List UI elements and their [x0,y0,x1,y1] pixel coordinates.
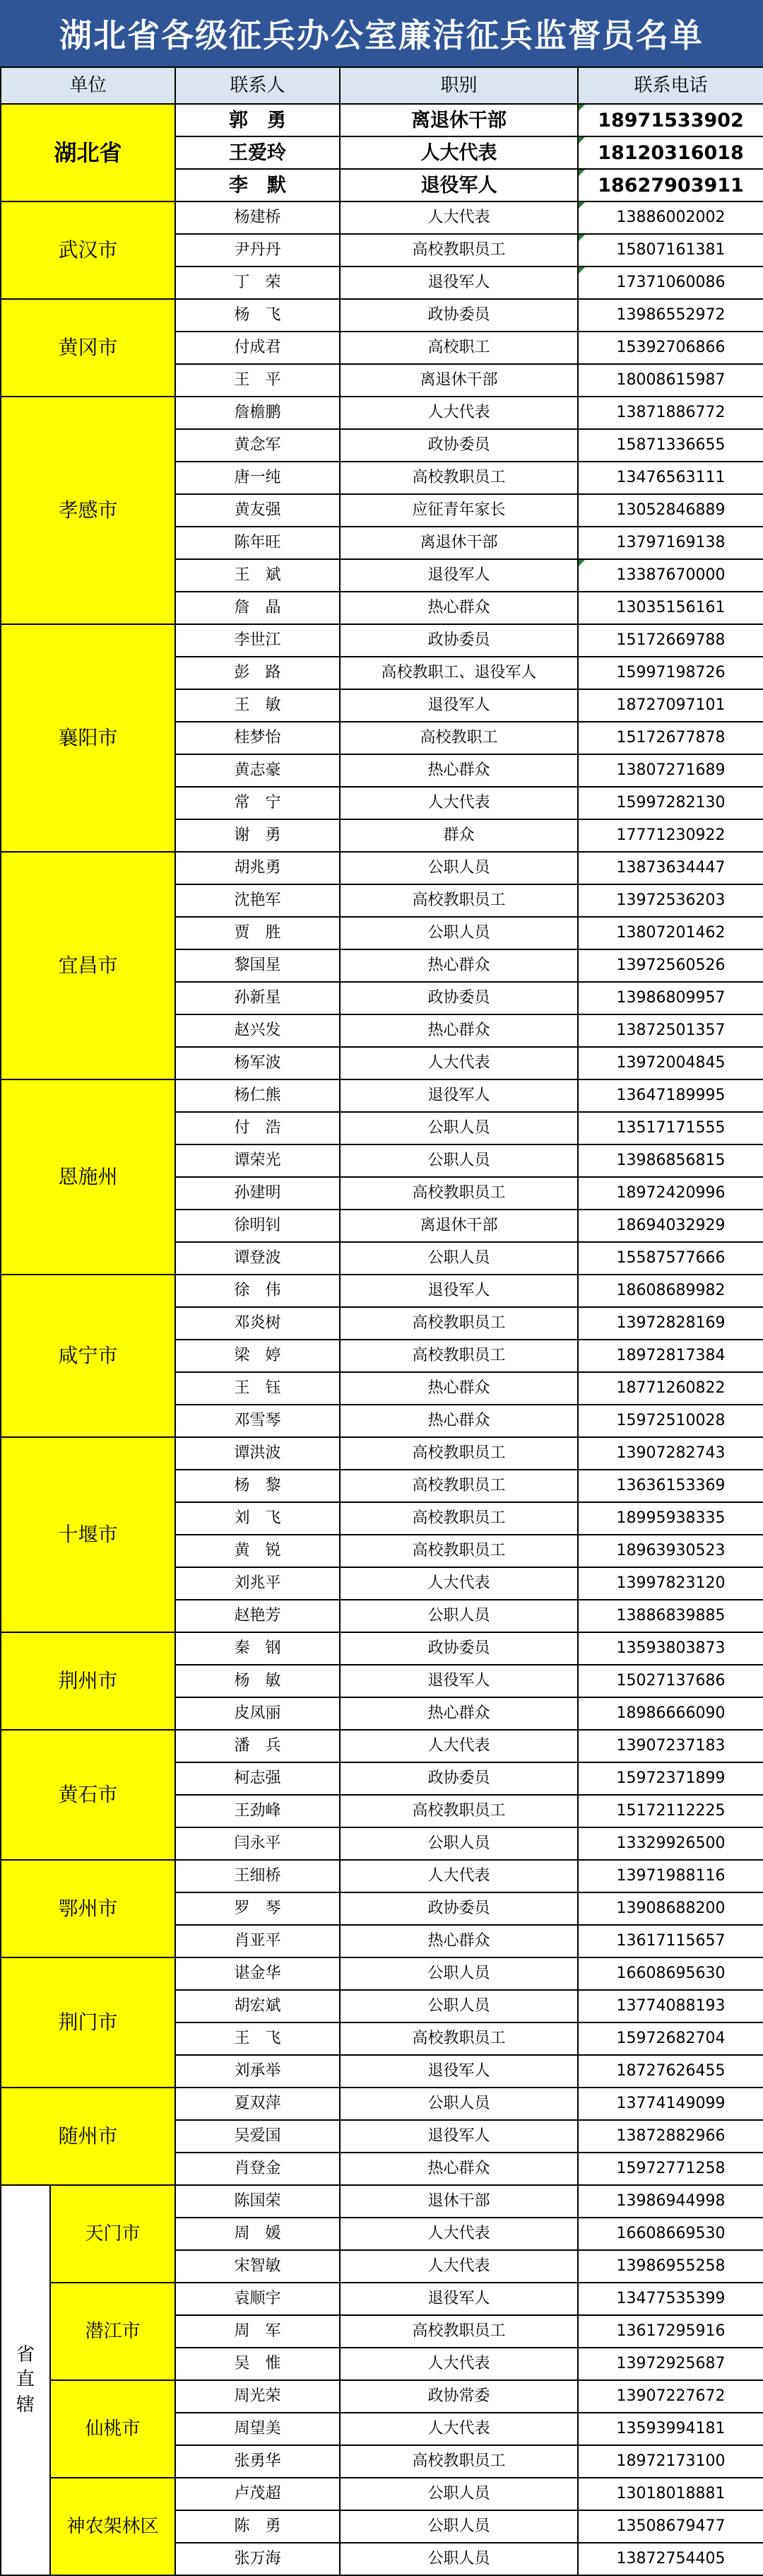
phone-cell: 13972925687 [578,2348,763,2380]
contact-name-cell: 黄志豪 [175,754,340,787]
phone-cell: 13872754405 [578,2543,763,2575]
phone-cell: 13508679477 [578,2510,763,2543]
position-cell: 高校教职员工 [340,1535,578,1567]
contact-name-cell: 王 钰 [175,1372,340,1405]
phone-cell: 15972510028 [578,1405,763,1437]
phone-cell: 17371060086 [578,267,763,299]
phone-cell: 18971533902 [578,104,763,136]
position-cell: 退役军人 [340,2055,578,2088]
position-cell: 政协委员 [340,1762,578,1795]
contact-name-cell: 桂梦怡 [175,722,340,754]
contact-name-cell: 尹丹丹 [175,234,340,267]
contact-name-cell: 郭 勇 [175,104,340,136]
contact-name-cell: 杨仁熊 [175,1079,340,1112]
position-cell: 离退休干部 [340,364,578,397]
contact-name-cell: 谭荣光 [175,1144,340,1177]
header-row [1,67,763,104]
contact-name-cell: 孙新星 [175,982,340,1014]
phone-cell: 18727097101 [578,689,763,722]
unit-cell: 鄂州市 [1,1860,175,1957]
unit-cell: 湖北省 [1,104,175,201]
unit-cell: 天门市 [50,2185,175,2283]
table-row [1,1860,763,1892]
unit-cell: 神农架林区 [50,2478,175,2575]
table-row [1,2478,763,2510]
contact-name-cell: 梁 婷 [175,1340,340,1372]
position-cell: 热心群众 [340,1372,578,1405]
position-cell: 退役军人 [340,1079,578,1112]
phone-cell: 13886002002 [578,201,763,234]
position-cell: 人大代表 [340,787,578,819]
page-title: 湖北省各级征兵办公室廉洁征兵监督员名单 [0,0,763,66]
position-cell: 人大代表 [340,1860,578,1892]
unit-cell: 十堰市 [1,1437,175,1632]
contact-name-cell: 谌金华 [175,1957,340,1990]
position-cell: 热心群众 [340,592,578,624]
phone-cell: 15997198726 [578,657,763,689]
position-cell: 高校教职工 [340,722,578,754]
position-cell: 人大代表 [340,1730,578,1762]
contact-name-cell: 谢 勇 [175,819,340,852]
phone-cell: 13908688200 [578,1892,763,1925]
phone-cell: 18727626455 [578,2055,763,2088]
position-cell: 热心群众 [340,2153,578,2185]
contact-name-cell: 肖亚平 [175,1925,340,1957]
position-cell: 人大代表 [340,201,578,234]
position-cell: 公职人员 [340,1242,578,1275]
unit-cell: 恩施州 [1,1079,175,1275]
position-cell: 政协常委 [340,2380,578,2413]
phone-cell: 13907237183 [578,1730,763,1762]
contact-name-cell: 丁 荣 [175,267,340,299]
phone-cell: 13986809957 [578,982,763,1014]
position-cell: 政协委员 [340,299,578,332]
contact-name-cell: 徐明钊 [175,1210,340,1242]
position-cell: 公职人员 [340,1957,578,1990]
phone-cell: 13807201462 [578,917,763,949]
contact-name-cell: 李 默 [175,169,340,201]
header-phone: 联系电话 [578,67,763,104]
position-cell: 公职人员 [340,1112,578,1144]
phone-cell: 13593994181 [578,2413,763,2445]
position-cell: 应征青年家长 [340,494,578,527]
phone-cell: 13617295916 [578,2315,763,2348]
table-row [1,201,763,234]
group-cell-provincial [1,2185,50,2575]
phone-cell: 13593803873 [578,1632,763,1665]
phone-cell: 15972771258 [578,2153,763,2185]
phone-cell: 13986552972 [578,299,763,332]
position-cell: 高校教职员工 [340,2445,578,2478]
contact-name-cell: 周光荣 [175,2380,340,2413]
position-cell: 人大代表 [340,397,578,429]
position-cell: 热心群众 [340,754,578,787]
table-row [1,2185,763,2218]
phone-cell: 13907282743 [578,1437,763,1470]
contact-name-cell: 邓雪琴 [175,1405,340,1437]
phone-cell: 16608669530 [578,2218,763,2250]
contact-name-cell: 张勇华 [175,2445,340,2478]
position-cell: 政协委员 [340,1632,578,1665]
position-cell: 公职人员 [340,2088,578,2120]
phone-cell: 15972682704 [578,2022,763,2055]
position-cell: 人大代表 [340,1047,578,1079]
contact-name-cell: 陈国荣 [175,2185,340,2218]
contact-name-cell: 杨 黎 [175,1470,340,1502]
phone-cell: 15972371899 [578,1762,763,1795]
phone-cell: 18963930523 [578,1535,763,1567]
phone-cell: 13972004845 [578,1047,763,1079]
table-row [1,2088,763,2120]
phone-cell: 13387670000 [578,559,763,592]
phone-cell: 13018018881 [578,2478,763,2510]
contact-name-cell: 唐一纯 [175,462,340,494]
contact-name-cell: 付 浩 [175,1112,340,1144]
position-cell: 人大代表 [340,1567,578,1600]
phone-cell: 13517171555 [578,1112,763,1144]
contact-name-cell: 王 飞 [175,2022,340,2055]
phone-cell: 13872882966 [578,2120,763,2153]
unit-cell: 荆州市 [1,1632,175,1730]
contact-name-cell: 张万海 [175,2543,340,2575]
group-label: 省 直 辖 [16,2344,35,2416]
contact-name-cell: 王 敏 [175,689,340,722]
position-cell: 热心群众 [340,1014,578,1047]
phone-cell: 15172677878 [578,722,763,754]
phone-cell: 17771230922 [578,819,763,852]
contact-name-cell: 刘承举 [175,2055,340,2088]
contact-name-cell: 皮凤丽 [175,1697,340,1730]
phone-cell: 18986666090 [578,1697,763,1730]
contact-name-cell: 常 宁 [175,787,340,819]
contact-name-cell: 孙建明 [175,1177,340,1210]
phone-cell: 18972817384 [578,1340,763,1372]
position-cell: 退役军人 [340,1665,578,1697]
unit-cell: 武汉市 [1,201,175,299]
phone-cell: 13636153369 [578,1470,763,1502]
phone-cell: 18120316018 [578,136,763,169]
phone-cell: 15027137686 [578,1665,763,1697]
phone-cell: 18608689982 [578,1275,763,1307]
header-contact: 联系人 [175,67,340,104]
unit-cell: 随州市 [1,2088,175,2185]
phone-cell: 18771260822 [578,1372,763,1405]
position-cell: 离退休干部 [340,527,578,559]
position-cell: 热心群众 [340,949,578,982]
phone-cell: 15807161381 [578,234,763,267]
position-cell: 人大代表 [340,2218,578,2250]
phone-cell: 13477535399 [578,2283,763,2315]
phone-cell: 18972420996 [578,1177,763,1210]
supervisor-table [0,66,763,2576]
contact-name-cell: 杨建桥 [175,201,340,234]
unit-cell: 仙桃市 [50,2380,175,2478]
position-cell: 退役军人 [340,2283,578,2315]
position-cell: 退役军人 [340,1275,578,1307]
contact-name-cell: 袁顺宇 [175,2283,340,2315]
contact-name-cell: 黄 锐 [175,1535,340,1567]
phone-cell: 16608695630 [578,1957,763,1990]
contact-name-cell: 周望美 [175,2413,340,2445]
position-cell: 高校教职员工 [340,1307,578,1340]
phone-cell: 15392706866 [578,332,763,364]
contact-name-cell: 赵兴发 [175,1014,340,1047]
phone-cell: 13986944998 [578,2185,763,2218]
contact-name-cell: 罗 琴 [175,1892,340,1925]
table-row [1,1079,763,1112]
contact-name-cell: 杨 飞 [175,299,340,332]
contact-name-cell: 闫永平 [175,1827,340,1860]
position-cell: 离退休干部 [340,1210,578,1242]
phone-cell: 18972173100 [578,2445,763,2478]
phone-cell: 13774088193 [578,1990,763,2022]
position-cell: 高校教职员工 [340,1795,578,1827]
table-row [1,397,763,429]
position-cell: 高校教职员工 [340,884,578,917]
contact-name-cell: 吴 惟 [175,2348,340,2380]
contact-name-cell: 王细桥 [175,1860,340,1892]
table-row [1,624,763,657]
contact-name-cell: 刘兆平 [175,1567,340,1600]
position-cell: 退役军人 [340,2120,578,2153]
contact-name-cell: 黎国星 [175,949,340,982]
header-unit: 单位 [1,67,175,104]
table-row [1,1437,763,1470]
contact-name-cell: 柯志强 [175,1762,340,1795]
unit-cell: 黄石市 [1,1730,175,1860]
position-cell: 公职人员 [340,1144,578,1177]
position-cell: 高校教职员工 [340,1177,578,1210]
position-cell: 退役军人 [340,169,578,201]
phone-cell: 13873634447 [578,852,763,884]
contact-name-cell: 陈 勇 [175,2510,340,2543]
contact-name-cell: 秦 钢 [175,1632,340,1665]
phone-cell: 13986955258 [578,2250,763,2283]
position-cell: 人大代表 [340,2413,578,2445]
contact-name-cell: 陈年旺 [175,527,340,559]
position-cell: 退役军人 [340,559,578,592]
phone-cell: 18627903911 [578,169,763,201]
position-cell: 热心群众 [340,1697,578,1730]
position-cell: 热心群众 [340,1925,578,1957]
position-cell: 高校教职员工 [340,1437,578,1470]
unit-cell: 咸宁市 [1,1275,175,1437]
position-cell: 公职人员 [340,1827,578,1860]
contact-name-cell: 杨军波 [175,1047,340,1079]
position-cell: 高校教职员工 [340,462,578,494]
phone-cell: 15587577666 [578,1242,763,1275]
position-cell: 高校教职员工 [340,1340,578,1372]
phone-cell: 13971988116 [578,1860,763,1892]
phone-cell: 13972828169 [578,1307,763,1340]
contact-name-cell: 刘 飞 [175,1502,340,1535]
contact-name-cell: 李世江 [175,624,340,657]
contact-name-cell: 杨 敏 [175,1665,340,1697]
contact-name-cell: 周 媛 [175,2218,340,2250]
position-cell: 公职人员 [340,917,578,949]
table-row [1,1957,763,1990]
position-cell: 政协委员 [340,1892,578,1925]
phone-cell: 15172669788 [578,624,763,657]
contact-name-cell: 夏双萍 [175,2088,340,2120]
phone-cell: 18694032929 [578,1210,763,1242]
contact-name-cell: 胡宏斌 [175,1990,340,2022]
phone-cell: 13997823120 [578,1567,763,1600]
contact-name-cell: 徐 伟 [175,1275,340,1307]
contact-name-cell: 沈艳军 [175,884,340,917]
contact-name-cell: 潘 兵 [175,1730,340,1762]
position-cell: 热心群众 [340,1405,578,1437]
phone-cell: 18995938335 [578,1502,763,1535]
phone-cell: 13329926500 [578,1827,763,1860]
phone-cell: 13886839885 [578,1600,763,1632]
unit-cell: 荆门市 [1,1957,175,2088]
contact-name-cell: 詹 晶 [175,592,340,624]
table-row [1,2283,763,2315]
phone-cell: 13035156161 [578,592,763,624]
contact-name-cell: 肖登金 [175,2153,340,2185]
table-row [1,299,763,332]
phone-cell: 13872501357 [578,1014,763,1047]
contact-name-cell: 赵艳芳 [175,1600,340,1632]
unit-cell: 孝感市 [1,397,175,624]
position-cell: 政协委员 [340,429,578,462]
position-cell: 政协委员 [340,624,578,657]
contact-name-cell: 王劲峰 [175,1795,340,1827]
phone-cell: 13972560526 [578,949,763,982]
position-cell: 群众 [340,819,578,852]
unit-cell: 襄阳市 [1,624,175,852]
contact-name-cell: 谭洪波 [175,1437,340,1470]
unit-cell: 宜昌市 [1,852,175,1079]
unit-cell: 潜江市 [50,2283,175,2380]
phone-cell: 13871886772 [578,397,763,429]
contact-name-cell: 胡兆勇 [175,852,340,884]
position-cell: 高校教职员工 [340,1502,578,1535]
table-row [1,104,763,136]
table-row [1,1275,763,1307]
position-cell: 退役军人 [340,267,578,299]
position-cell: 人大代表 [340,2348,578,2380]
position-cell: 公职人员 [340,1990,578,2022]
phone-cell: 18008615987 [578,364,763,397]
position-cell: 公职人员 [340,2543,578,2575]
position-cell: 公职人员 [340,1600,578,1632]
table-row [1,852,763,884]
position-cell: 高校教职员工 [340,2315,578,2348]
contact-name-cell: 周 军 [175,2315,340,2348]
table-row [1,1632,763,1665]
contact-name-cell: 卢茂超 [175,2478,340,2510]
phone-cell: 13052846889 [578,494,763,527]
contact-name-cell: 贾 胜 [175,917,340,949]
phone-cell: 13476563111 [578,462,763,494]
phone-cell: 13617115657 [578,1925,763,1957]
phone-cell: 15172112225 [578,1795,763,1827]
contact-name-cell: 付成君 [175,332,340,364]
position-cell: 公职人员 [340,852,578,884]
contact-name-cell: 黄友强 [175,494,340,527]
phone-cell: 13972536203 [578,884,763,917]
contact-name-cell: 王 平 [175,364,340,397]
position-cell: 高校职工 [340,332,578,364]
phone-cell: 13774149099 [578,2088,763,2120]
position-cell: 公职人员 [340,2510,578,2543]
contact-name-cell: 宋智敏 [175,2250,340,2283]
contact-name-cell: 邓炎树 [175,1307,340,1340]
phone-cell: 13807271689 [578,754,763,787]
position-cell: 公职人员 [340,2478,578,2510]
contact-name-cell: 王爱玲 [175,136,340,169]
phone-cell: 13647189995 [578,1079,763,1112]
position-cell: 高校教职员工 [340,2022,578,2055]
position-cell: 人大代表 [340,2250,578,2283]
position-cell: 人大代表 [340,136,578,169]
contact-name-cell: 谭登波 [175,1242,340,1275]
contact-name-cell: 黄念军 [175,429,340,462]
position-cell: 政协委员 [340,982,578,1014]
phone-cell: 13986856815 [578,1144,763,1177]
position-cell: 离退休干部 [340,104,578,136]
table-row [1,1730,763,1762]
position-cell: 退休干部 [340,2185,578,2218]
phone-cell: 15871336655 [578,429,763,462]
position-cell: 退役军人 [340,689,578,722]
position-cell: 高校教职工、退役军人 [340,657,578,689]
contact-name-cell: 彭 路 [175,657,340,689]
phone-cell: 15997282130 [578,787,763,819]
table-row [1,2380,763,2413]
contact-name-cell: 詹檐鹏 [175,397,340,429]
phone-cell: 13907227672 [578,2380,763,2413]
contact-name-cell: 王 斌 [175,559,340,592]
contact-name-cell: 吴爱国 [175,2120,340,2153]
table-body [1,67,763,2575]
position-cell: 高校教职员工 [340,234,578,267]
phone-cell: 13797169138 [578,527,763,559]
unit-cell: 黄冈市 [1,299,175,397]
header-position: 职别 [340,67,578,104]
position-cell: 高校教职员工 [340,1470,578,1502]
